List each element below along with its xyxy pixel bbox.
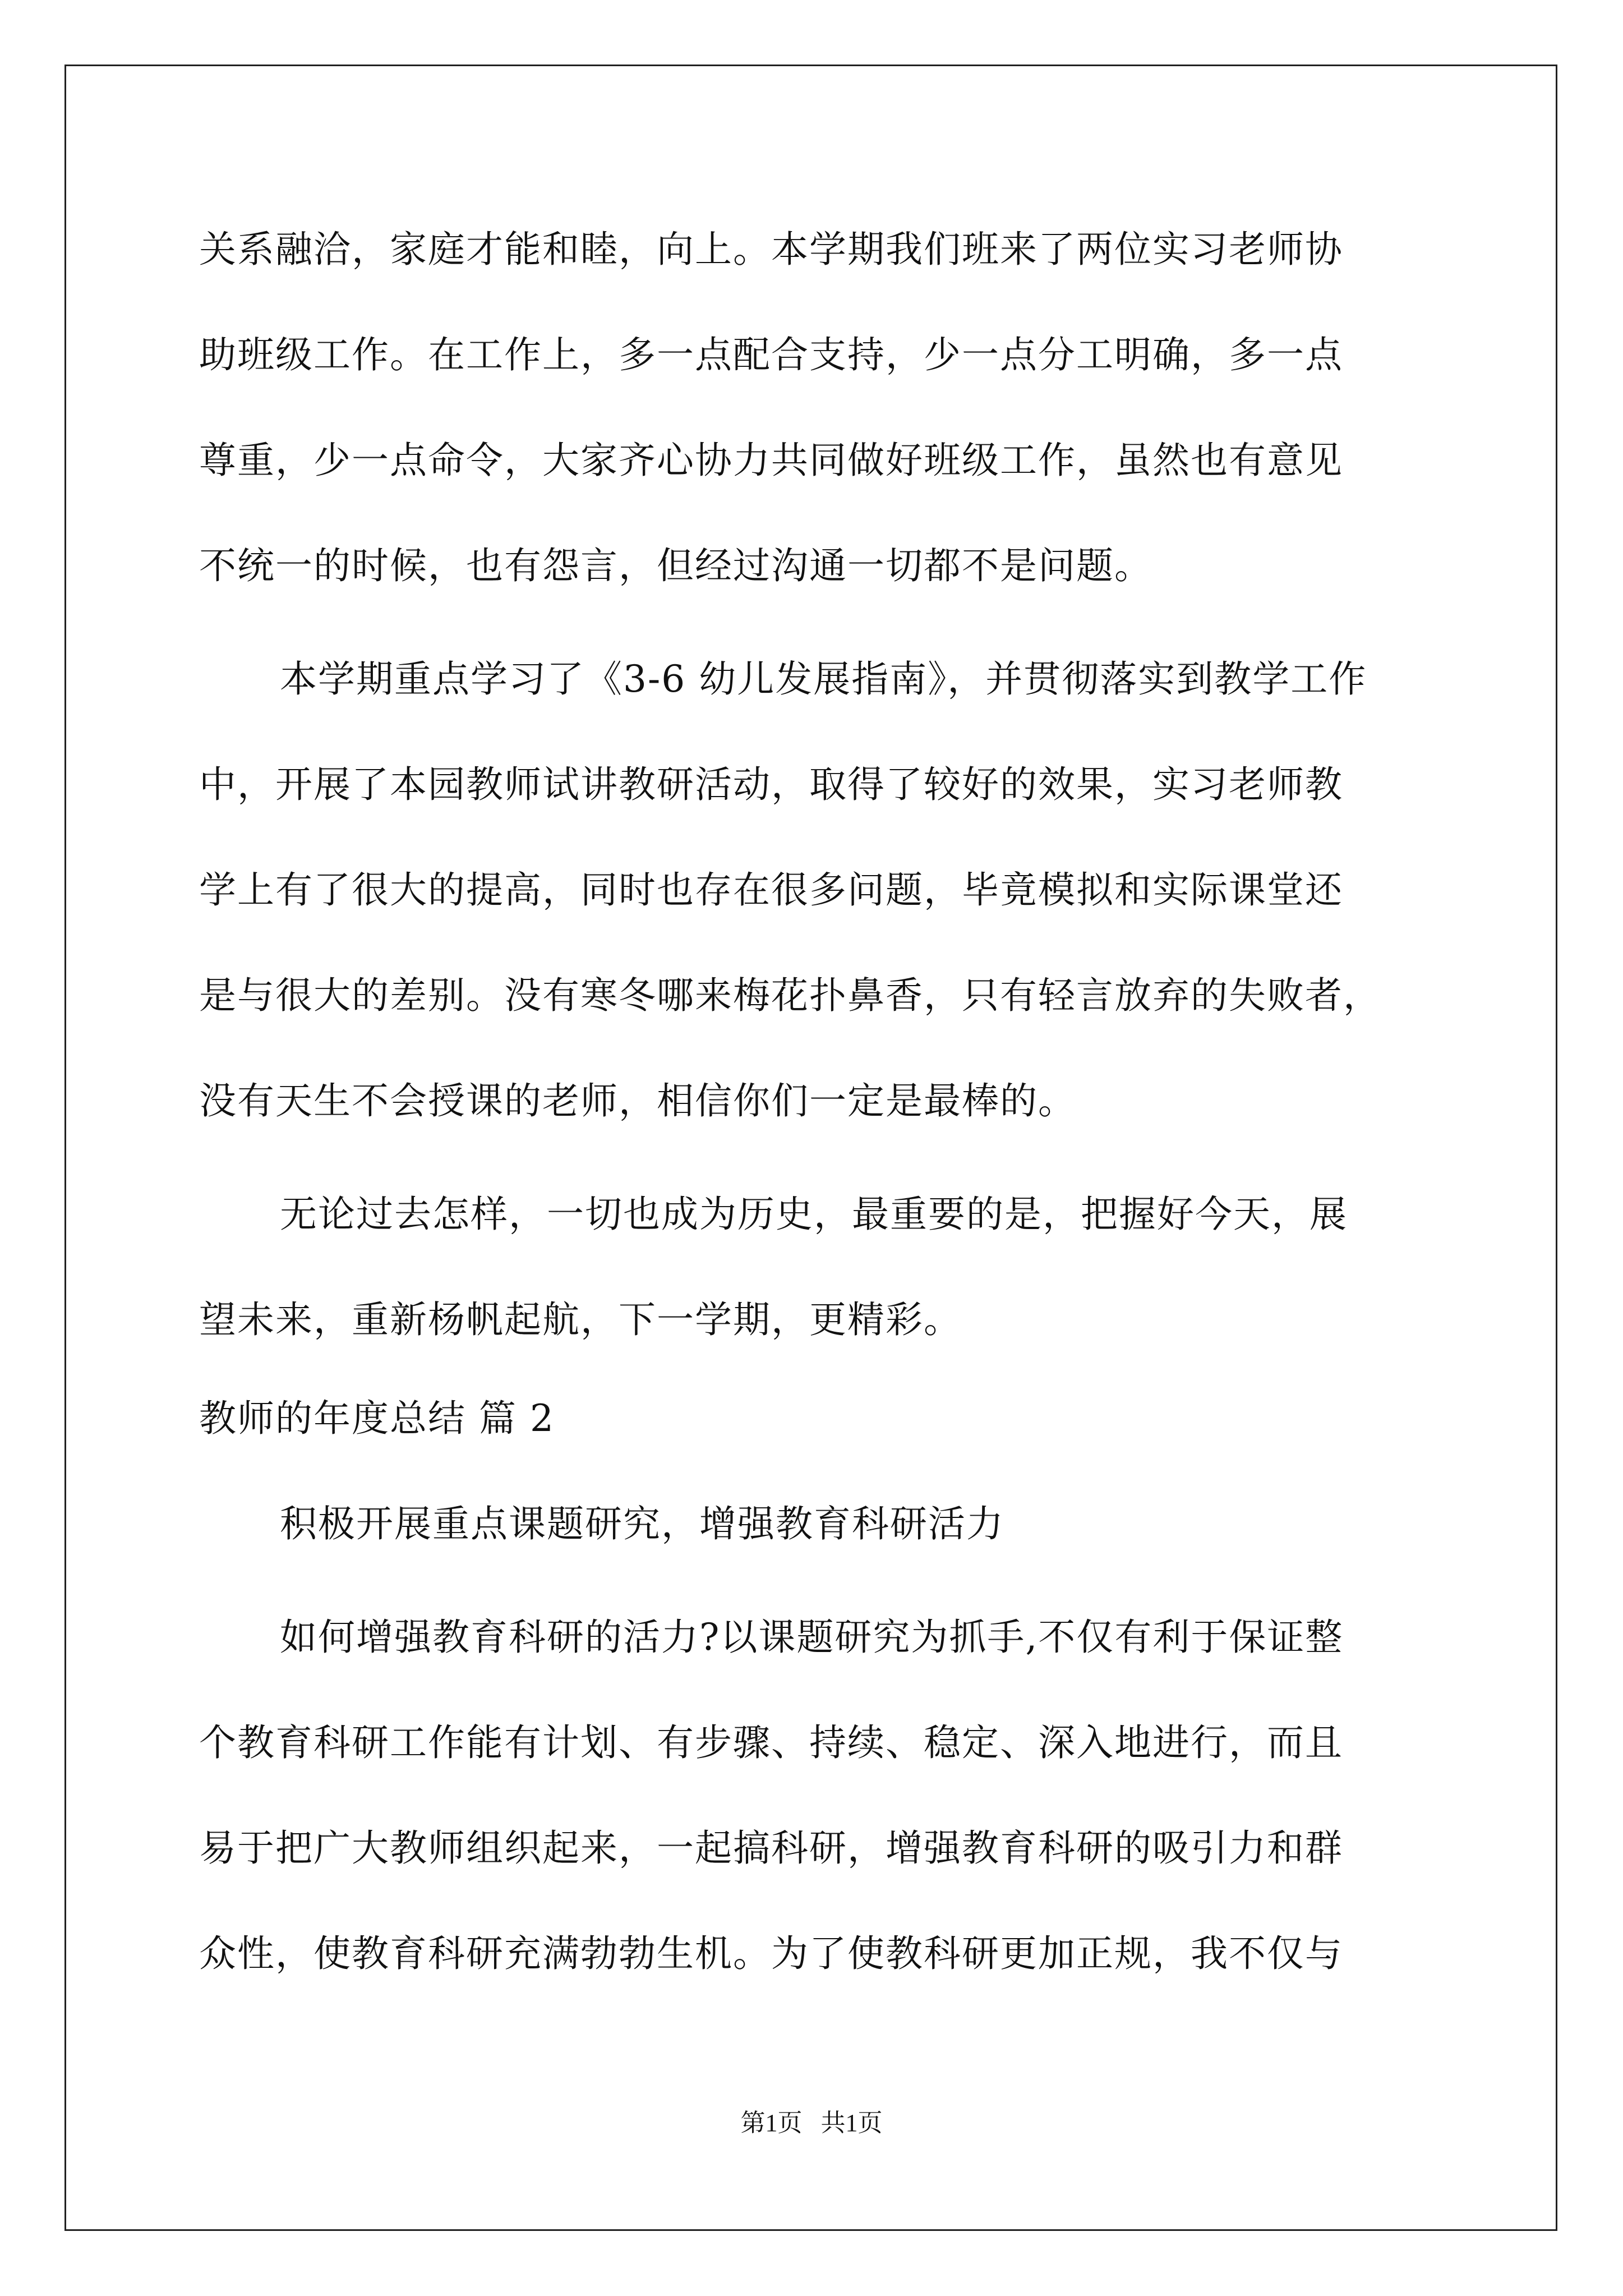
text-line: 不统一的时候，也有怨言，但经过沟通一切都不是问题。 [199, 544, 1152, 587]
section-heading: 教师的年度总结 篇 2 [199, 1397, 555, 1440]
text-line: 没有天生不会授课的老师，相信你们一定是最棒的。 [199, 1079, 1076, 1122]
text-line: 尊重，少一点命令，大家齐心协力共同做好班级工作，虽然也有意见 [199, 439, 1343, 482]
paragraph-start-line: 本学期重点学习了《3-6 幼儿发展指南》，并贯彻落实到教学工作 [280, 657, 1367, 701]
text-line: 众性，使教育科研充满勃勃生机。为了使教科研更加正规，我不仅与 [199, 1932, 1343, 1975]
text-line: 是与很大的差别。没有寒冬哪来梅花扑鼻香，只有轻言放弃的失败者， [199, 974, 1381, 1017]
subheading: 积极开展重点课题研究，增强教育科研活力 [280, 1502, 1004, 1545]
page-border [64, 65, 1557, 2231]
text-line: 关系融洽，家庭才能和睦，向上。本学期我们班来了两位实习老师协 [199, 228, 1343, 271]
text-line: 助班级工作。在工作上，多一点配合支持，少一点分工明确，多一点 [199, 333, 1343, 376]
text-line: 学上有了很大的提高，同时也存在很多问题，毕竟模拟和实际课堂还 [199, 868, 1343, 912]
paragraph-start-line: 无论过去怎样，一切也成为历史，最重要的是，把握好今天，展 [280, 1193, 1348, 1236]
page-number: 第1页 共1页 [740, 2109, 883, 2137]
text-line: 中，开展了本园教师试讲教研活动，取得了较好的效果，实习老师教 [199, 763, 1343, 806]
text-line: 易于把广大教师组织起来，一起搞科研，增强教育科研的吸引力和群 [199, 1826, 1343, 1870]
paragraph-start-line: 如何增强教育科研的活力?以课题研究为抓手,不仅有利于保证整 [280, 1616, 1344, 1659]
text-line: 个教育科研工作能有计划、有步骤、持续、稳定、深入地进行，而且 [199, 1721, 1343, 1764]
text-line: 望未来，重新杨帆起航，下一学期，更精彩。 [199, 1298, 962, 1341]
